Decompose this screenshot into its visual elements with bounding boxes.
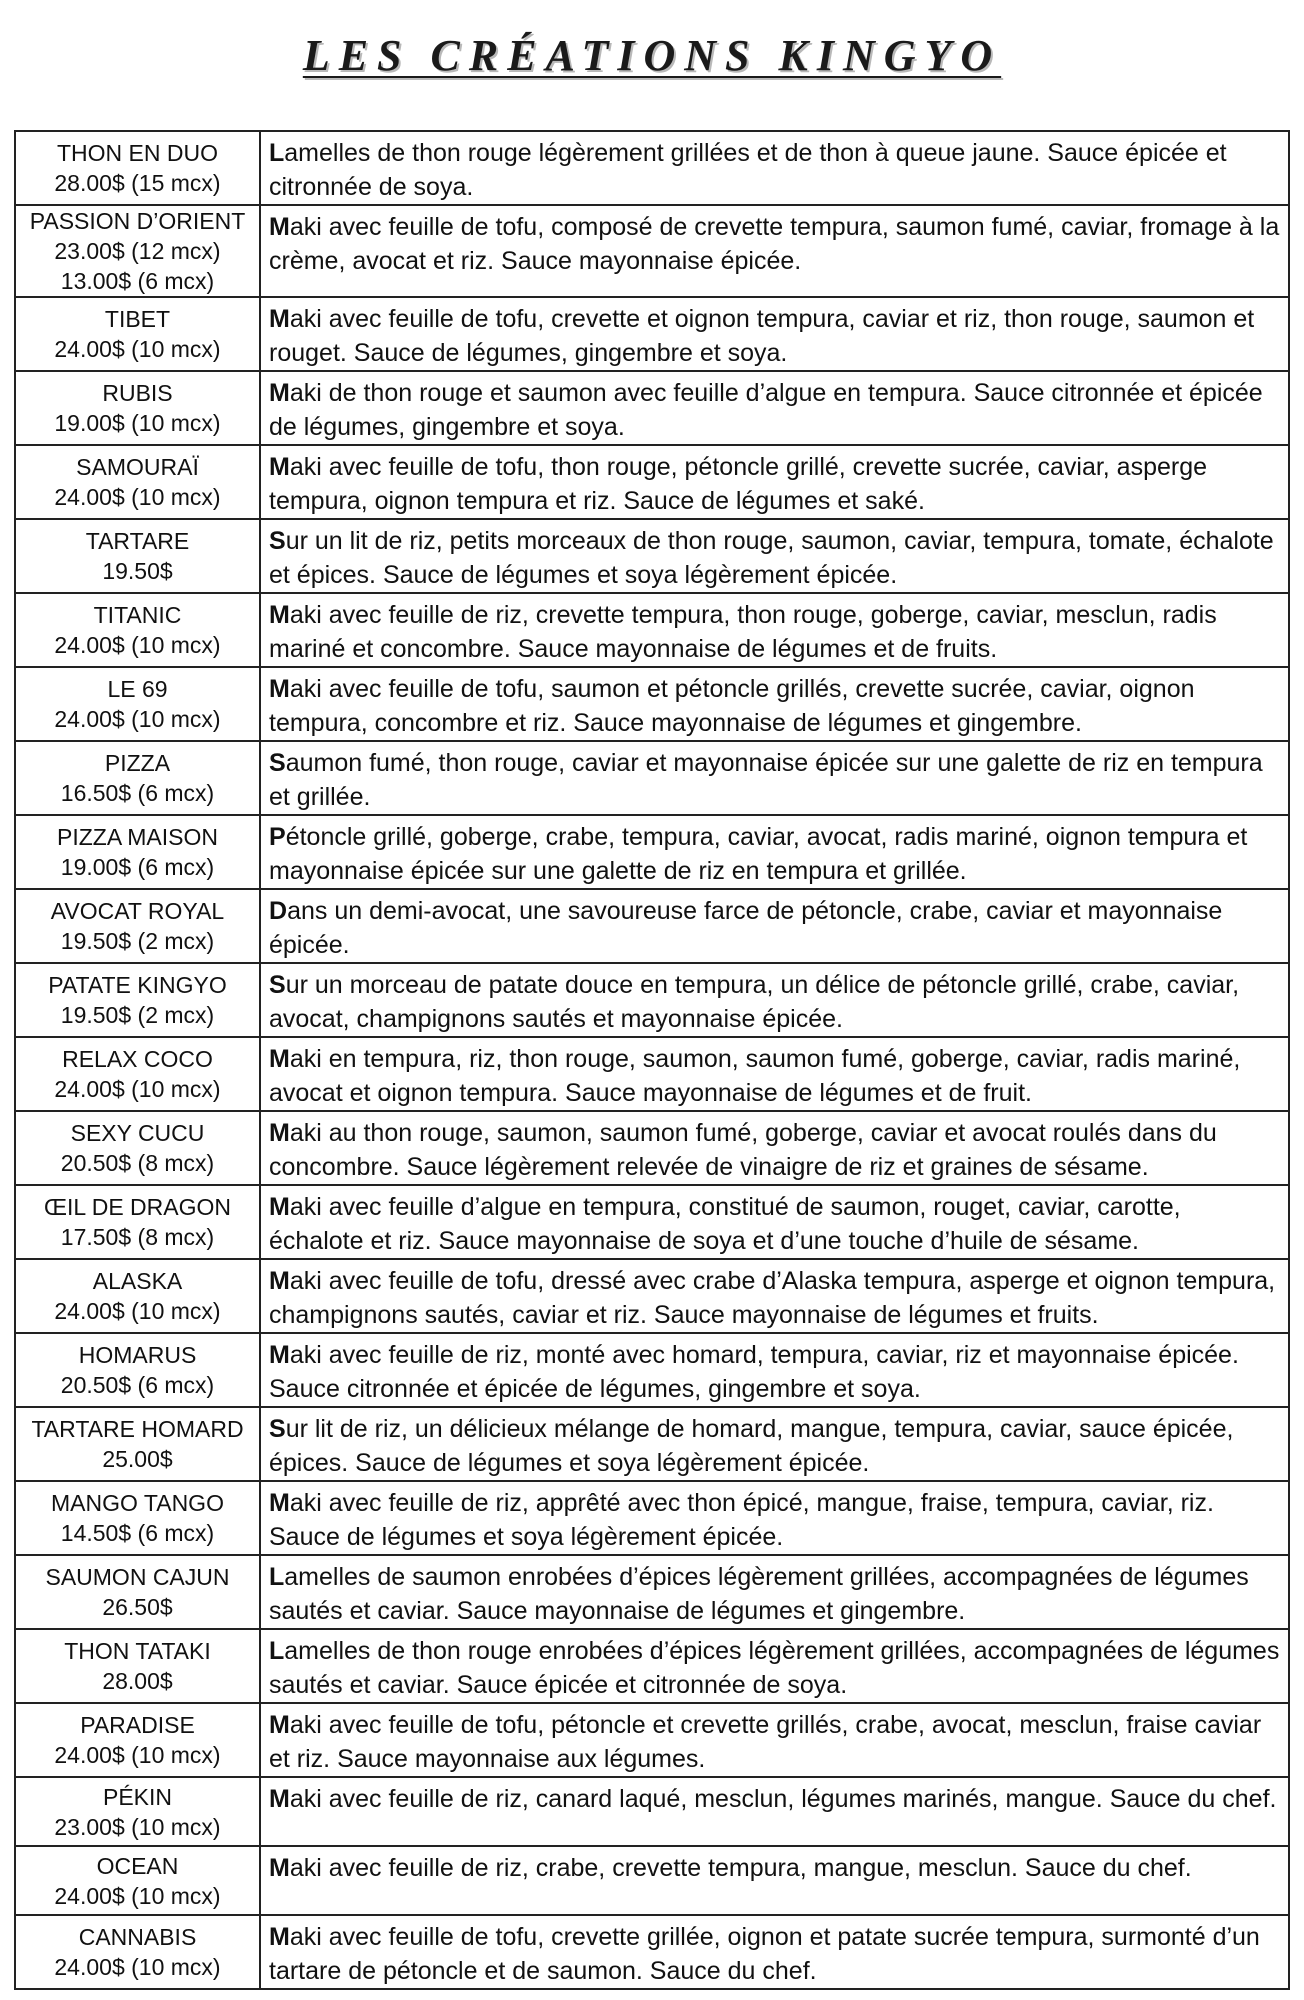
menu-item-description-initial: L: [269, 1563, 285, 1591]
menu-item-name: HOMARUS: [78, 1342, 197, 1368]
menu-item-description-text: ur un morceau de patate douce en tempura, un délice de pétoncle grillé, crabe, caviar, avocat, champignons sautés et mayonnaise épicée.: [269, 971, 1240, 1033]
menu-item-price: 24.00$ (10 mcx): [54, 336, 221, 362]
menu-item-name: TARTARE: [85, 528, 190, 554]
menu-item-row: [15, 205, 1289, 297]
menu-item-price: 24.00$ (10 mcx): [54, 1076, 221, 1102]
menu-item-price: 24.00$ (10 mcx): [54, 484, 221, 510]
menu-item-row: [15, 593, 1289, 667]
menu-item-name-cell: [15, 445, 260, 519]
menu-item-price: 24.00$ (10 mcx): [54, 706, 221, 732]
menu-item-description: [260, 205, 1289, 297]
menu-item-description-initial: M: [269, 213, 290, 241]
menu-item-description-text: aki avec feuille de tofu, crevette grillée, oignon et patate sucrée tempura, surmonté d’un tartare de pétoncle et de saumon. Sauce du chef.: [269, 1923, 1260, 1985]
menu-item-name-cell: [15, 1915, 260, 1989]
menu-item-price: 25.00$: [102, 1446, 173, 1472]
menu-item-name: OCEAN: [96, 1852, 179, 1879]
menu-item-price: 17.50$ (8 mcx): [60, 1224, 215, 1250]
menu-item-description-text: aki avec feuille de riz, crevette tempura, thon rouge, goberge, caviar, mesclun, radis mariné et concombre. Sauce mayonnaise de légumes et de fruits.: [269, 601, 1217, 663]
menu-item-row: [15, 131, 1289, 205]
menu-item-name-cell: [15, 1185, 260, 1259]
menu-item-name-cell: [15, 297, 260, 371]
menu-item-description-initial: M: [269, 1711, 290, 1739]
menu-item-description-text: aki en tempura, riz, thon rouge, saumon, saumon fumé, goberge, caviar, radis mariné, avocat et oignon tempura. Sauce mayonnaise de légumes et de fruit.: [269, 1045, 1241, 1107]
menu-item-description: [260, 889, 1289, 963]
menu-item-description: [260, 1333, 1289, 1407]
menu-item-row: [15, 1259, 1289, 1333]
menu-item-price: 24.00$ (10 mcx): [54, 1742, 221, 1768]
menu-item-price: 24.00$ (10 mcx): [54, 1882, 221, 1909]
menu-item-row: [15, 445, 1289, 519]
menu-item-description-text: ans un demi-avocat, une savoureuse farce de pétoncle, crabe, caviar et mayonnaise épicée.: [269, 897, 1223, 959]
menu-item-description-initial: M: [269, 675, 290, 703]
menu-item-name: RELAX COCO: [62, 1046, 213, 1072]
menu-item-description: [260, 1703, 1289, 1777]
menu-item-name-cell: [15, 815, 260, 889]
menu-item-description: [260, 297, 1289, 371]
menu-item-description-initial: M: [269, 1341, 290, 1369]
menu-item-name-cell: [15, 667, 260, 741]
menu-item-name: ALASKA: [92, 1268, 183, 1294]
menu-item-description-initial: P: [269, 823, 286, 851]
menu-item-row: [15, 1777, 1289, 1846]
menu-item-name-cell: [15, 1037, 260, 1111]
menu-item-price: 23.00$ (12 mcx): [54, 238, 221, 264]
menu-item-row: [15, 667, 1289, 741]
menu-item-description: [260, 371, 1289, 445]
menu-table: [14, 130, 1290, 1990]
menu-item-description: [260, 445, 1289, 519]
menu-item-price: 19.50$ (2 mcx): [60, 928, 215, 954]
menu-item-row: [15, 1481, 1289, 1555]
menu-item-description-text: aki avec feuille de tofu, pétoncle et crevette grillés, crabe, avocat, mesclun, fraise caviar et riz. Sauce mayonnaise aux légumes.: [269, 1711, 1262, 1773]
menu-item-description-initial: M: [269, 1119, 290, 1147]
menu-item-description-initial: L: [269, 139, 285, 167]
menu-item-description: [260, 963, 1289, 1037]
menu-item-row: [15, 1407, 1289, 1481]
menu-item-description: [260, 1407, 1289, 1481]
menu-item-price: 28.00$: [102, 1668, 173, 1694]
menu-item-description-initial: D: [269, 897, 288, 925]
menu-item-description-initial: M: [269, 601, 290, 629]
menu-item-description: [260, 741, 1289, 815]
menu-item-row: [15, 815, 1289, 889]
menu-item-description: [260, 1481, 1289, 1555]
menu-item-name: PÉKIN: [102, 1783, 173, 1810]
menu-item-description-initial: S: [269, 749, 286, 777]
menu-item-name: PIZZA MAISON: [56, 824, 219, 850]
menu-item-description-text: étoncle grillé, goberge, crabe, tempura, caviar, avocat, radis mariné, oignon tempura et mayonnaise épicée sur une galette de riz en tempura et grillée.: [269, 823, 1248, 885]
menu-item-name: MANGO TANGO: [51, 1490, 224, 1516]
menu-item-description: [260, 815, 1289, 889]
menu-item-price: 19.00$ (6 mcx): [60, 854, 215, 880]
menu-item-name: THON EN DUO: [57, 140, 218, 166]
menu-item-name-cell: [15, 1111, 260, 1185]
menu-item-name: TITANIC: [93, 602, 182, 628]
menu-item-description-text: aki avec feuille de tofu, saumon et pétoncle grillés, crevette sucrée, caviar, oignon tempura, concombre et riz. Sauce mayonnaise de légumes et gingembre.: [269, 675, 1195, 737]
menu-item-name: LE 69: [107, 676, 168, 702]
menu-item-name: TARTARE HOMARD: [31, 1416, 244, 1442]
menu-item-name: PASSION D’ORIENT: [29, 208, 246, 234]
menu-item-description: [260, 1777, 1289, 1846]
menu-item-description: [260, 1259, 1289, 1333]
menu-item-description: [260, 1915, 1289, 1989]
menu-item-name: RUBIS: [102, 380, 173, 406]
menu-item-name-cell: [15, 131, 260, 205]
menu-item-row: [15, 297, 1289, 371]
menu-item-description-text: aki avec feuille de tofu, composé de crevette tempura, saumon fumé, caviar, fromage à la crème, avocat et riz. Sauce mayonnaise épicée.: [269, 213, 1280, 275]
menu-item-row: [15, 1185, 1289, 1259]
menu-item-name-cell: [15, 1555, 260, 1629]
menu-item-row: [15, 1629, 1289, 1703]
menu-item-row: [15, 1037, 1289, 1111]
menu-item-name-cell: [15, 1481, 260, 1555]
menu-item-description-text: aki avec feuille de riz, monté avec homard, tempura, caviar, riz et mayonnaise épicée. Sauce citronnée et épicée de légumes, gingembre et soya.: [269, 1341, 1239, 1403]
menu-item-name-cell: [15, 741, 260, 815]
menu-item-description-initial: S: [269, 527, 286, 555]
menu-item-price: 20.50$ (6 mcx): [60, 1372, 215, 1398]
menu-item-price: 19.50$: [102, 558, 173, 584]
menu-item-description: [260, 1555, 1289, 1629]
menu-item-row: [15, 1915, 1289, 1989]
menu-item-name-cell: [15, 593, 260, 667]
menu-item-row: [15, 1846, 1289, 1915]
menu-item-description: [260, 593, 1289, 667]
menu-item-description-initial: M: [269, 1489, 290, 1517]
menu-item-row: [15, 889, 1289, 963]
menu-item-description-initial: M: [269, 1045, 290, 1073]
menu-item-row: [15, 1555, 1289, 1629]
menu-item-price: 13.00$ (6 mcx): [60, 268, 215, 294]
menu-item-description-text: aki avec feuille de riz, crabe, crevette tempura, mangue, mesclun. Sauce du chef.: [289, 1854, 1192, 1882]
menu-item-description: [260, 131, 1289, 205]
menu-item-name-cell: [15, 1629, 260, 1703]
menu-item-price: 24.00$ (10 mcx): [54, 632, 221, 658]
menu-item-description-text: ur lit de riz, un délicieux mélange de homard, mangue, tempura, caviar, sauce épicée, épices. Sauce de légumes et soya légèrement épicée.: [269, 1415, 1234, 1477]
menu-item-name-cell: [15, 889, 260, 963]
menu-item-price: 14.50$ (6 mcx): [60, 1520, 215, 1546]
menu-item-name: AVOCAT ROYAL: [50, 898, 225, 924]
menu-item-description-text: aumon fumé, thon rouge, caviar et mayonnaise épicée sur une galette de riz en tempura et grillée.: [269, 749, 1263, 811]
menu-item-price: 24.00$ (10 mcx): [54, 1298, 221, 1324]
menu-item-name-cell: [15, 1703, 260, 1777]
menu-item-row: [15, 1703, 1289, 1777]
menu-item-row: [15, 741, 1289, 815]
menu-body: [15, 131, 1289, 1989]
menu-item-description: [260, 1846, 1289, 1915]
menu-item-name-cell: [15, 1259, 260, 1333]
menu-item-description-text: aki avec feuille de riz, apprêté avec thon épicé, mangue, fraise, tempura, caviar, riz. Sauce de légumes et soya légèrement épicée.: [269, 1489, 1214, 1551]
menu-item-price: 28.00$ (15 mcx): [54, 170, 221, 196]
menu-item-description: [260, 1037, 1289, 1111]
menu-item-description: [260, 519, 1289, 593]
menu-item-description-initial: M: [269, 1785, 290, 1813]
menu-item-row: [15, 519, 1289, 593]
menu-item-name-cell: [15, 1846, 260, 1915]
menu-item-price: 20.50$ (8 mcx): [60, 1150, 215, 1176]
menu-item-name: SAUMON CAJUN: [45, 1564, 230, 1590]
menu-item-name: PIZZA: [104, 750, 171, 776]
menu-item-name: PATATE KINGYO: [48, 972, 227, 998]
menu-item-price: 19.00$ (10 mcx): [54, 410, 221, 436]
menu-item-description-initial: M: [269, 1854, 290, 1882]
menu-item-description-text: amelles de thon rouge enrobées d’épices légèrement grillées, accompagnées de légumes sautés et caviar. Sauce épicée et citronnée de soya.: [269, 1637, 1280, 1699]
menu-item-description-initial: S: [269, 971, 286, 999]
menu-item-description-initial: M: [269, 1267, 290, 1295]
menu-item-description-text: aki avec feuille de tofu, thon rouge, pétoncle grillé, crevette sucrée, caviar, asperge tempura, oignon tempura et riz. Sauce de légumes et saké.: [269, 453, 1208, 515]
menu-item-description-text: ur un lit de riz, petits morceaux de thon rouge, saumon, caviar, tempura, tomate, échalote et épices. Sauce de légumes et soya légèrement épicée.: [269, 527, 1274, 589]
menu-item-row: [15, 1111, 1289, 1185]
menu-item-description-text: aki avec feuille d’algue en tempura, constitué de saumon, rouget, caviar, carotte, échalote et riz. Sauce mayonnaise de soya et d’une touche d’huile de sésame.: [269, 1193, 1181, 1255]
menu-item-name-cell: [15, 1407, 260, 1481]
menu-item-name: SEXY CUCU: [70, 1120, 205, 1146]
menu-item-name-cell: [15, 205, 260, 297]
menu-item-name: PARADISE: [80, 1712, 195, 1738]
menu-item-name: ŒIL DE DRAGON: [43, 1194, 231, 1220]
menu-item-description-text: amelles de saumon enrobées d’épices légèrement grillées, accompagnées de légumes sautés et caviar. Sauce mayonnaise de légumes et gingembre.: [269, 1563, 1249, 1625]
menu-item-price: 16.50$ (6 mcx): [60, 780, 215, 806]
menu-item-description-text: aki de thon rouge et saumon avec feuille d’algue en tempura. Sauce citronnée et épicée de légumes, gingembre et soya.: [269, 379, 1263, 441]
menu-item-description-text: aki avec feuille de tofu, crevette et oignon tempura, caviar et riz, thon rouge, saumon et rouget. Sauce de légumes, gingembre et soya.: [269, 305, 1255, 367]
menu-item-name-cell: [15, 519, 260, 593]
menu-item-description-text: aki au thon rouge, saumon, saumon fumé, goberge, caviar et avocat roulés dans du concombre. Sauce légèrement relevée de vinaigre de riz et graines de sésame.: [269, 1119, 1217, 1181]
menu-item-description-text: aki avec feuille de tofu, dressé avec crabe d’Alaska tempura, asperge et oignon tempura, champignons sautés, caviar et riz. Sauce mayonnaise de légumes et fruits.: [269, 1267, 1276, 1329]
menu-item-price: 24.00$ (10 mcx): [54, 1954, 221, 1980]
menu-item-description: [260, 1111, 1289, 1185]
menu-item-description: [260, 1185, 1289, 1259]
menu-item-description-initial: M: [269, 379, 290, 407]
menu-item-price: 26.50$: [102, 1594, 173, 1620]
menu-item-row: [15, 963, 1289, 1037]
menu-item-name: CANNABIS: [78, 1924, 197, 1950]
menu-item-description-initial: M: [269, 1923, 290, 1951]
menu-item-description-text: aki avec feuille de riz, canard laqué, mesclun, légumes marinés, mangue. Sauce du chef.: [289, 1785, 1277, 1813]
menu-item-price: 19.50$ (2 mcx): [60, 1002, 215, 1028]
menu-item-description-initial: M: [269, 305, 290, 333]
menu-item-name: SAMOURAÏ: [76, 454, 199, 480]
menu-item-name: THON TATAKI: [64, 1638, 211, 1664]
menu-item-name: TIBET: [104, 306, 171, 332]
menu-item-name-cell: [15, 371, 260, 445]
menu-item-description-initial: M: [269, 1193, 290, 1221]
menu-item-name-cell: [15, 963, 260, 1037]
menu-item-name-cell: [15, 1333, 260, 1407]
menu-item-description-initial: M: [269, 453, 290, 481]
menu-item-name-cell: [15, 1777, 260, 1846]
page-title: LES CRÉATIONS KINGYO: [302, 31, 1002, 80]
menu-item-description-initial: L: [269, 1637, 285, 1665]
menu-item-row: [15, 1333, 1289, 1407]
menu-item-row: [15, 371, 1289, 445]
menu-item-description: [260, 1629, 1289, 1703]
menu-item-description-text: amelles de thon rouge légèrement grillées et de thon à queue jaune. Sauce épicée et citronnée de soya.: [269, 139, 1227, 201]
menu-item-description-initial: S: [269, 1415, 286, 1443]
menu-item-price: 23.00$ (10 mcx): [54, 1813, 221, 1840]
menu-item-description: [260, 667, 1289, 741]
